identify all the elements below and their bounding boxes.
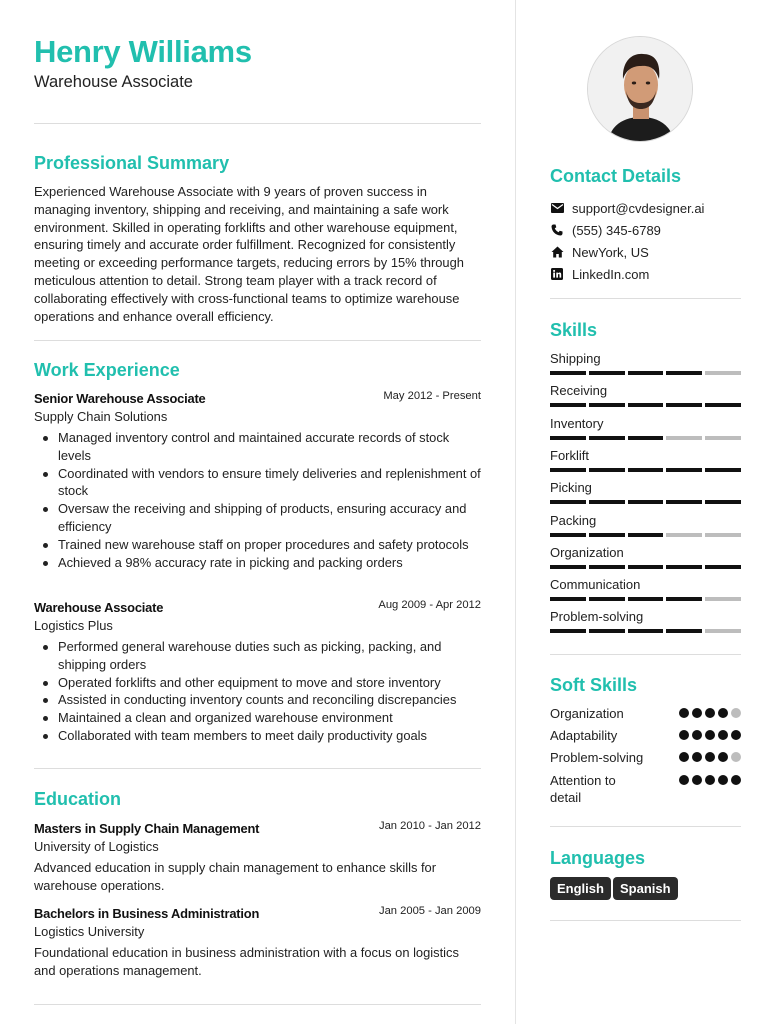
skill-level-segment [666,565,702,569]
degree-date: Jan 2005 - Jan 2009 [378,905,481,917]
skill-label: Packing [550,512,597,528]
skill-level-segment [589,371,625,375]
skill-level-bar [550,500,741,504]
skill-level-segment [589,468,625,472]
list-item: Assisted in conducting inventory counts and reconciling discrepancies [34,691,481,709]
list-item: Operated forklifts and other equipment to move and store inventory [34,674,481,692]
skill-level-segment [705,533,741,537]
language-tag: Spanish [613,877,678,900]
rating-dot [705,708,715,718]
degree-description: Advanced education in supply chain management to enhance skills for warehouse operations. [34,860,437,893]
skill-level-bar [550,468,741,472]
divider [550,826,741,827]
list-item: Achieved a 98% accuracy rate in picking and packing orders [34,554,481,572]
rating-dot [718,730,728,740]
rating-dot [679,708,689,718]
list-item: Managed inventory control and maintained accurate records of stock levels [34,429,481,465]
skill-level-segment [628,565,664,569]
job-bullets [34,638,481,745]
soft-skills-heading: Soft Skills [550,675,638,695]
skill-label: Shipping [550,351,601,366]
contact-location [550,243,649,261]
rating-dot [692,775,702,785]
soft-skill-label: Problem-solving [550,750,644,765]
rating-dot [679,730,689,740]
skill-level-segment [666,597,702,601]
skill-level-segment [589,436,625,440]
skill-level-segment [705,371,741,375]
skill-level-segment [589,500,625,504]
school-name: University of Logistics [34,839,159,854]
list-item: Performed general warehouse duties such as picking, packing, and shipping orders [34,638,481,674]
skill-level-bar [550,565,741,569]
skill-label: Organization [550,544,624,560]
skill-level-segment [666,468,702,472]
portrait-image [588,37,693,142]
skill-level-bar [550,371,741,375]
languages-heading: Languages [550,848,646,868]
degree-title: Bachelors in Business Administration [34,906,260,921]
candidate-title: Warehouse Associate [34,73,193,91]
skill-level-segment [589,565,625,569]
soft-skill-label: Attention to detail [550,773,616,805]
skill-level-bar [550,629,741,633]
location-text: NewYork, US [572,244,649,260]
skill-label: Receiving [550,383,608,399]
skill-level-segment [705,403,741,407]
divider [550,920,741,921]
job-bullets [34,429,481,571]
skill-label: Forklift [550,447,589,463]
rating-dot [692,730,702,740]
skill-level-segment [628,436,664,440]
job-company: Supply Chain Solutions [34,409,168,424]
skill-level-segment [589,629,625,633]
soft-skill-rating [679,752,741,762]
linkedin-icon [550,267,564,281]
skill-level-segment [628,629,664,633]
contact-linkedin[interactable] [550,265,649,283]
list-item: Trained new warehouse staff on proper procedures and safety protocols [34,536,481,554]
phone-icon [550,223,564,237]
skill-label: Picking [550,480,592,496]
list-item: Collaborated with team members to meet daily productivity goals [34,727,481,745]
skill-level-segment [666,533,702,537]
rating-dot [692,752,702,762]
language-tag: English [550,877,611,900]
skill-level-segment [628,533,664,537]
skill-level-segment [628,500,664,504]
job-title: Warehouse Associate [34,600,164,615]
list-item: Coordinated with vendors to ensure timely deliveries and replenishment of stock [34,465,481,501]
skill-level-bar [550,403,741,407]
skill-level-segment [550,629,586,633]
skill-level-segment [666,436,702,440]
skill-level-segment [666,629,702,633]
degree-date: Jan 2010 - Jan 2012 [378,820,481,832]
skill-level-segment [550,565,586,569]
divider [34,768,481,769]
list-item: Oversaw the receiving and shipping of products, ensuring accuracy and efficiency [34,500,481,536]
divider [34,123,481,124]
job-title: Senior Warehouse Associate [34,391,206,406]
rating-dot [718,708,728,718]
degree-title: Masters in Supply Chain Management [34,821,260,836]
skill-level-segment [666,500,702,504]
skill-level-segment [628,403,664,407]
rating-dot [705,730,715,740]
email-text: support@cvdesigner.ai [572,200,705,216]
skill-label: Inventory [550,415,604,431]
skill-level-segment [705,500,741,504]
skill-level-segment [550,403,586,407]
contact-phone[interactable] [550,221,661,239]
skill-level-segment [550,533,586,537]
soft-skill-label: Organization [550,706,624,721]
rating-dot [731,775,741,785]
skill-level-segment [628,371,664,375]
divider [550,654,741,655]
rating-dot [692,708,702,718]
skill-level-segment [705,597,741,601]
skill-level-segment [550,597,586,601]
skills-heading: Skills [550,320,598,340]
skill-level-segment [550,436,586,440]
summary-heading: Professional Summary [34,153,230,173]
skill-level-bar [550,436,741,440]
skill-level-bar [550,597,741,601]
rating-dot [705,752,715,762]
divider [34,1004,481,1005]
divider [34,340,481,341]
skill-level-segment [589,403,625,407]
home-icon [550,245,564,259]
skill-level-segment [705,565,741,569]
phone-text: (555) 345-6789 [572,222,661,238]
job-date: May 2012 - Present [383,390,481,402]
skill-level-segment [666,371,702,375]
skill-level-segment [705,436,741,440]
skill-level-segment [550,500,586,504]
job-date: Aug 2009 - Apr 2012 [378,599,481,611]
candidate-name: Henry Williams [34,34,252,69]
skill-label: Problem-solving [550,609,644,625]
rating-dot [731,752,741,762]
contact-email[interactable] [550,199,704,217]
divider [550,298,741,299]
school-name: Logistics University [34,924,145,939]
skill-level-segment [628,468,664,472]
skill-level-segment [589,597,625,601]
rating-dot [731,708,741,718]
envelope-icon [550,201,564,215]
linkedin-text: LinkedIn.com [572,266,650,282]
job-company: Logistics Plus [34,618,113,633]
skill-level-segment [705,629,741,633]
contact-heading: Contact Details [550,166,682,186]
rating-dot [718,752,728,762]
skill-level-segment [628,597,664,601]
soft-skill-rating [679,730,741,740]
skill-level-segment [666,403,702,407]
skill-level-bar [550,533,741,537]
education-heading: Education [34,789,122,809]
summary-text: Experienced Warehouse Associate with 9 years of proven success in managing inventory, shipping and receiving, and maintaining a safe work environment. Skilled in operating forklifts and other warehouse equipment, ensuring timely and accurate order fulfillment. Recognized for consistently meeting or exceeding performance targets, reducing errors by 15% through meticulous attention to detail. Strong team player with a track record of collaborating effectively with cross-functional teams to optimize warehouse operations and enhance overall efficiency. [34,184,464,324]
skill-level-segment [589,533,625,537]
soft-skill-rating [679,775,741,785]
skill-level-segment [705,468,741,472]
soft-skill-label: Adaptability [550,728,618,743]
rating-dot [718,775,728,785]
list-item: Maintained a clean and organized warehouse environment [34,709,481,727]
rating-dot [731,730,741,740]
rating-dot [679,752,689,762]
skill-label: Communication [550,577,641,593]
skill-level-segment [550,371,586,375]
rating-dot [679,775,689,785]
soft-skill-rating [679,708,741,718]
avatar [587,36,693,142]
degree-description: Foundational education in business administration with a focus on logistics and operations management. [34,945,459,978]
rating-dot [705,775,715,785]
skill-level-segment [550,468,586,472]
experience-heading: Work Experience [34,360,180,380]
